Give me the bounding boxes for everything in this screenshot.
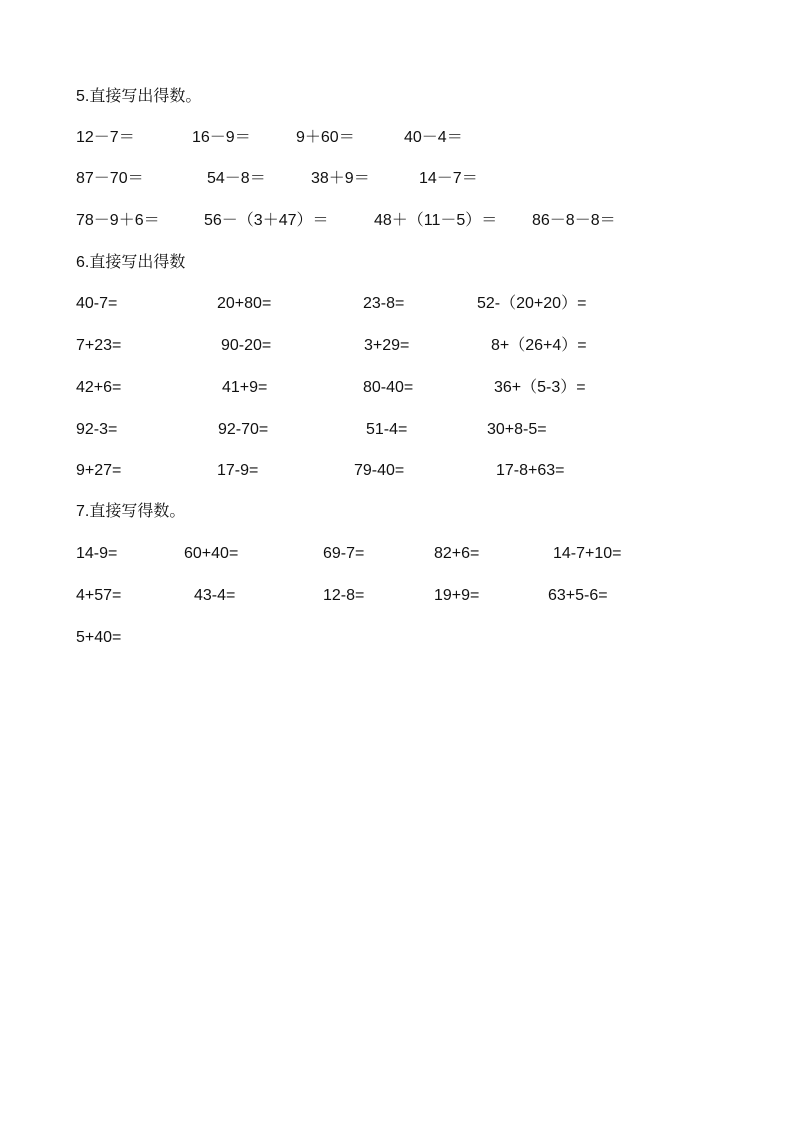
problem: 12-8= [323,587,365,604]
section-7-row-3 [0,626,794,650]
problem: 40－4＝ [404,129,463,146]
problem: 48＋（11－5）＝ [374,212,498,229]
problem: 8+（26+4）= [491,337,587,354]
problem: 87－70＝ [76,170,144,187]
problem: 92-70= [218,421,269,438]
section-7-heading: 7.直接写得数。 [76,503,186,520]
problem: 3+29= [364,337,410,354]
problem: 9+27= [76,462,122,479]
problem: 69-7= [323,545,365,562]
section-6-row-1 [0,292,794,316]
problem: 14-7+10= [553,545,622,562]
problem: 20+80= [217,295,272,312]
problem: 17-8+63= [496,462,565,479]
problem: 7+23= [76,337,122,354]
problem: 80-40= [363,379,414,396]
problem: 86－8－8＝ [532,212,616,229]
section-7-row-2 [0,584,794,608]
problem: 63+5-6= [548,587,608,604]
problem: 14-9= [76,545,118,562]
section-6-row-4 [0,418,794,442]
problem: 92-3= [76,421,118,438]
section-7-row-1 [0,542,794,566]
problem: 5+40= [76,629,122,646]
problem: 4+57= [76,587,122,604]
section-6-heading: 6.直接写出得数 [76,254,186,271]
problem: 19+9= [434,587,480,604]
problem: 52-（20+20）= [477,295,587,312]
problem: 16－9＝ [192,129,251,146]
problem: 23-8= [363,295,405,312]
problem: 12－7＝ [76,129,135,146]
problem: 30+8-5= [487,421,547,438]
problem: 36+（5-3）= [494,379,586,396]
problem: 40-7= [76,295,118,312]
section-6-row-5 [0,459,794,483]
problem: 43-4= [194,587,236,604]
problem: 79-40= [354,462,405,479]
section-5-row-1 [0,126,794,150]
section-5-heading: 5.直接写出得数。 [76,88,202,105]
problem: 78－9＋6＝ [76,212,160,229]
problem: 90-20= [221,337,272,354]
problem: 41+9= [222,379,268,396]
problem: 14－7＝ [419,170,478,187]
section-5-row-2 [0,167,794,191]
problem: 82+6= [434,545,480,562]
problem: 56－（3＋47）＝ [204,212,329,229]
section-6-row-2 [0,334,794,358]
problem: 9＋60＝ [296,129,355,146]
problem: 51-4= [366,421,408,438]
problem: 38＋9＝ [311,170,370,187]
problem: 60+40= [184,545,239,562]
problem: 42+6= [76,379,122,396]
section-5-row-3 [0,209,794,233]
section-6-row-3 [0,376,794,400]
problem: 54－8＝ [207,170,266,187]
problem: 17-9= [217,462,259,479]
